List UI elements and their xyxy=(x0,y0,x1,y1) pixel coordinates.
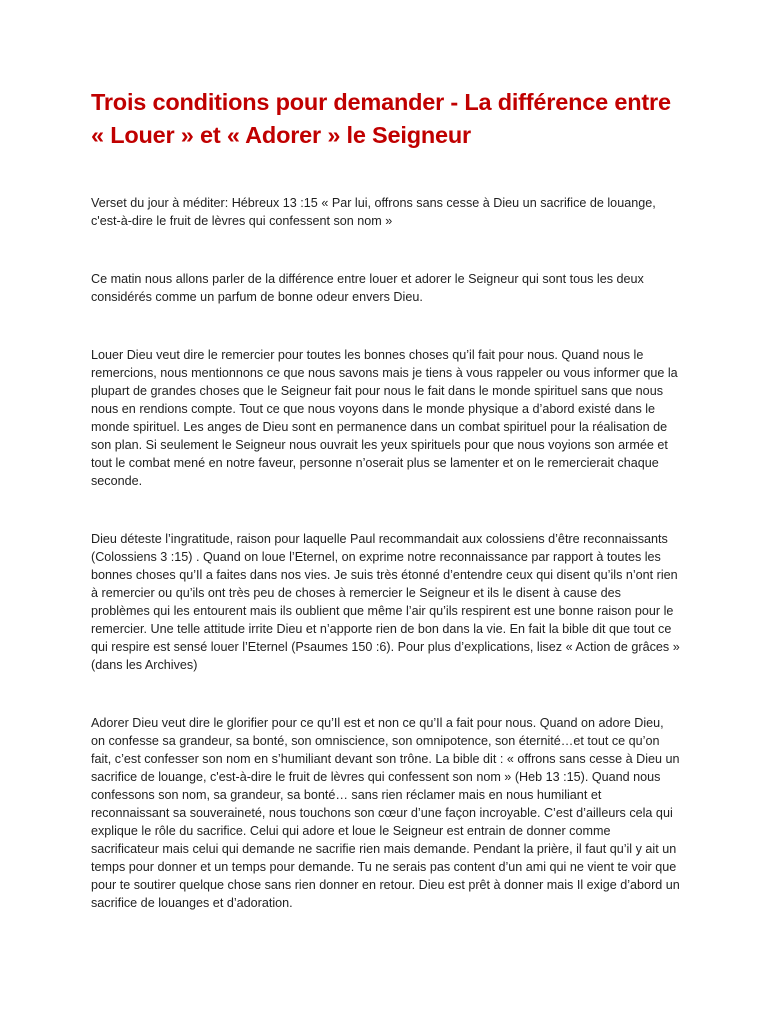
verse-paragraph: Verset du jour à méditer: Hébreux 13 :15 « Par lui, offrons sans cesse à Dieu un sacrifice de louange, c'est-à-dire le fruit de lèvres qui confessent son nom » xyxy=(91,196,656,228)
intro-paragraph: Ce matin nous allons parler de la différence entre louer et adorer le Seigneur qui sont tous les deux considérés comme un parfum de bonne odeur envers Dieu. xyxy=(91,272,644,304)
ingratitude-paragraph: Dieu déteste l’ingratitude, raison pour laquelle Paul recommandait aux colossiens d’être reconnaissants (Colossiens 3 :15) . Quand on loue l’Eternel, on exprime notre reconnaissance par rapport à toutes les bonnes choses qu’Il a faites dans nos vies. Je suis très étonné d’entendre ceux qui disent qu’ils n’ont rien à remercier ou qu’ils ont très peu de choses à remercier le Seigneur et ils le disent à cause des problèmes qui les entourent mais ils oublient que même l’air qu’ils respirent est une bonne raison pour le remercier. Une telle attitude irrite Dieu et n’apporte rien de bon dans la vie. En fait la bible dit que tout ce qui respire est sensé louer l’Eternel (Psaumes 150 :6). Pour plus d’explications, lisez « Action de grâces » (dans les Archives) xyxy=(91,532,680,672)
adorer-paragraph: Adorer Dieu veut dire le glorifier pour ce qu’Il est et non ce qu’Il a fait pour nous. Quand on adore Dieu, on confesse sa grandeur, sa bonté, son omniscience, son omnipotence, son éternité…et tout ce qu’on fait, c’est confesser son nom en s’humiliant devant son trône. La bible dit : « offrons sans cesse à Dieu un sacrifice de louange, c'est-à-dire le fruit de lèvres qui confessent son nom » (Heb 13 :15). Quand nous confessons son nom, sa grandeur, sa bonté… sans rien réclamer mais en nous humiliant et reconnaissant sa souveraineté, nous touchons son cœur d’une façon incroyable. C’est d’ailleurs cela qui explique le rôle du sacrifice. Celui qui adore et loue le Seigneur est entrain de donner comme sacrificateur mais celui qui demande ne sacrifie rien mais demande. Pendant la prière, il faut qu’il y ait un temps pour donner et un temps pour demande. Tu ne serais pas content d’un ami qui ne vient te voir que pour te soutirer quelque chose sans rien donner en retour. Dieu est prêt à donner mais Il exige d’abord un sacrifice de louanges et d’adoration. xyxy=(91,716,680,910)
document-title: Trois conditions pour demander - La différence entre « Louer » et « Adorer » le Seigneur xyxy=(91,89,671,148)
louer-paragraph: Louer Dieu veut dire le remercier pour toutes les bonnes choses qu’il fait pour nous. Quand nous le remercions, nous mentionnons ce que nous savons mais je tiens à vous rappeler ou vous informer que la plupart de grandes choses que le Seigneur fait pour nous le fait dans le monde spirituel sans que nous nous en rendions compte. Tout ce que nous voyons dans le monde physique a d’abord existé dans le monde spirituel. Les anges de Dieu sont en permanence dans un combat spirituel pour la réalisation de son plan. Si seulement le Seigneur nous ouvrait les yeux spirituels pour que nous voyions son armée et tout le combat mené en notre faveur, personne n’oserait plus se lamenter et on le remercierait chaque seconde. xyxy=(91,348,678,488)
document-page xyxy=(91,86,681,912)
